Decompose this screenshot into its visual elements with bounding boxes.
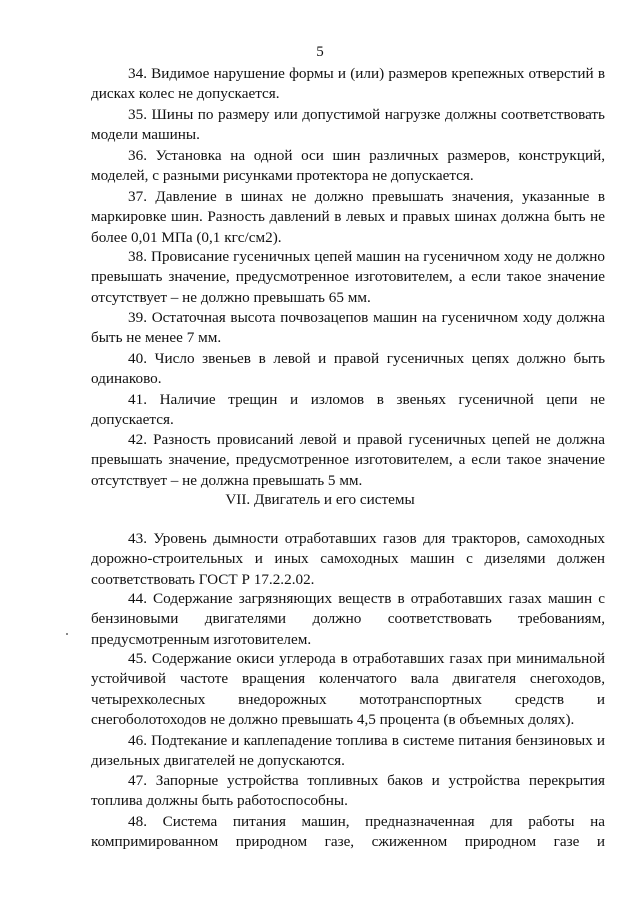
paragraph-41: 41. Наличие трещин и изломов в звеньях гусеничной цепи не допускается.: [91, 391, 605, 429]
paragraph-40: 40. Число звеньев в левой и правой гусеничных цепях должно быть одинаково.: [91, 350, 605, 388]
paragraph-34: 34. Видимое нарушение формы и (или) размеров крепежных отверстий в дисках колес не допускается.: [91, 65, 605, 103]
paragraph-44: 44. Содержание загрязняющих веществ в отработавших газах машин с бензиновыми двигателями должно соответствовать требованиям, предусмотренным изготовителем.: [91, 590, 605, 648]
paragraph-43: 43. Уровень дымности отработавших газов для тракторов, самоходных дорожно-строительных и иных самоходных машин с дизелями должен соответствовать ГОСТ Р 17.2.2.02.: [91, 530, 605, 588]
section-heading: VII. Двигатель и его системы: [225, 491, 415, 508]
paragraph-46: 46. Подтекание и каплепадение топлива в системе питания бензиновых и дизельных двигателей не допускаются.: [91, 732, 605, 770]
paragraph-48: 48. Система питания машин, предназначенная для работы на компримированном природном газе, сжиженном природном газе и: [91, 813, 605, 851]
paragraph-35: 35. Шины по размеру или допустимой нагрузке должны соответствовать модели машины.: [91, 106, 605, 144]
margin-mark: [66, 633, 68, 635]
page-number: 5: [316, 44, 324, 60]
paragraph-45: 45. Содержание окиси углерода в отработавших газах при минимальной устойчивой частоте вращения коленчатого вала двигателя снегоходов, четырехколесных внедорожных мототранспортных средств и снегоболотоходов не должно превышать 4,5 процента (в объемных долях).: [91, 650, 605, 729]
paragraph-36: 36. Установка на одной оси шин различных размеров, конструкций, моделей, с разными рисунками протектора не допускается.: [91, 147, 605, 185]
paragraph-37: 37. Давление в шинах не должно превышать значения, указанные в маркировке шин. Разность давлений в левых и правых шинах должна быть не более 0,01 МПа (0,1 кгс/см2).: [91, 188, 605, 246]
paragraph-38: 38. Провисание гусеничных цепей машин на гусеничном ходу не должно превышать значение, предусмотренное изготовителем, а если такое значение отсутствует – не должно превышать 65 мм.: [91, 248, 605, 306]
paragraph-42: 42. Разность провисаний левой и правой гусеничных цепей не должна превышать значение, предусмотренное изготовителем, а если такое значение отсутствует – не должна превышать 5 мм.: [91, 431, 605, 489]
paragraph-47: 47. Запорные устройства топливных баков и устройства перекрытия топлива должны быть работоспособны.: [91, 772, 605, 810]
paragraph-39: 39. Остаточная высота почвозацепов машин на гусеничном ходу должна быть не менее 7 мм.: [91, 309, 605, 347]
